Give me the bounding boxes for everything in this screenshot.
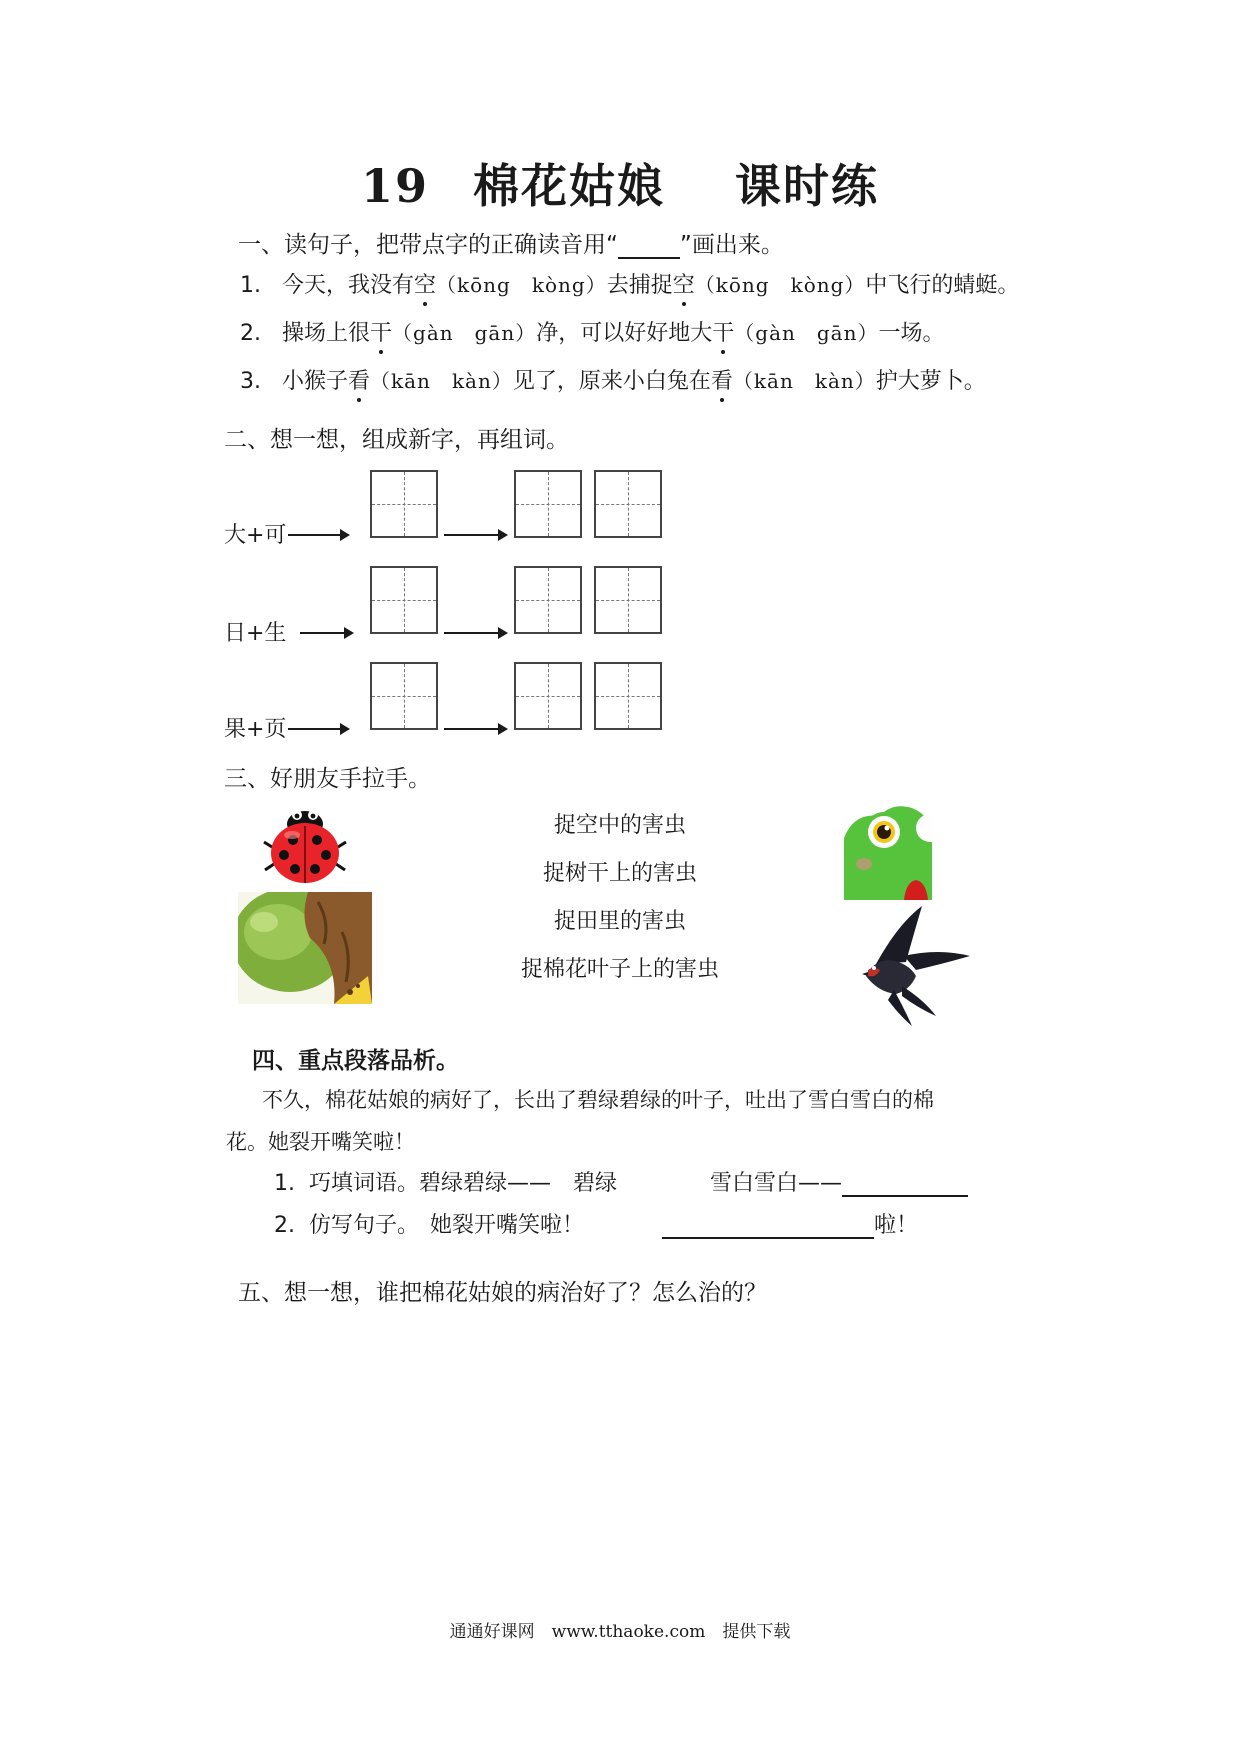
arrow-right-icon <box>444 632 506 634</box>
passage-line-2: 花。她裂开嘴笑啦！ <box>226 1130 415 1154</box>
dotted-char: 看 <box>711 364 733 395</box>
swallow-icon[interactable] <box>858 904 970 1026</box>
arrow-right-icon <box>300 632 352 634</box>
combo-label-1: 大+可 <box>224 523 287 548</box>
passage-line-1: 不久，棉花姑娘的病好了，长出了碧绿碧绿的叶子，吐出了雪白雪白的棉 <box>262 1088 934 1112</box>
question1-item-3: 3. 小猴子看（kān kàn）见了，原来小白兔在看（kān kàn）护大萝卜。 <box>240 364 986 395</box>
arrow-right-icon <box>288 534 348 536</box>
tree-icon[interactable] <box>238 892 372 1004</box>
question1-item-1: 1. 今天，我没有空（kōng kòng）去捕捉空（kōng kòng）中飞行的蜻蜓。 <box>240 268 1019 299</box>
pinyin-choice[interactable]: （gàn gān） <box>734 321 879 345</box>
tian-grid-new-char-3[interactable] <box>370 662 438 730</box>
underline-sample <box>618 235 680 259</box>
dotted-char: 空 <box>414 268 436 299</box>
tian-grid-new-char-2[interactable] <box>370 566 438 634</box>
match-phrase-1[interactable]: 捉空中的害虫 <box>553 813 686 838</box>
combo-label-3: 果+页 <box>224 717 287 742</box>
tian-grid-word-3a[interactable] <box>514 662 582 730</box>
tian-grid-word-2a[interactable] <box>514 566 582 634</box>
arrow-right-icon <box>288 728 348 730</box>
question1-item-2: 2. 操场上很干（gàn gān）净，可以好好地大干（gàn gān）一场。 <box>240 316 945 347</box>
question4-item-2: 2. 仿写句子。 她裂开嘴笑啦！ <box>274 1213 585 1238</box>
section5-heading: 五、想一想，谁把棉花姑娘的病治好了？怎么治的？ <box>238 1280 767 1306</box>
lesson-number: 19 <box>360 159 429 213</box>
dotted-char: 干 <box>370 316 392 347</box>
dotted-char: 空 <box>673 268 695 299</box>
lesson-title: 棉花姑娘 <box>473 159 665 213</box>
dotted-char: 干 <box>712 316 734 347</box>
pinyin-choice[interactable]: （kōng kòng） <box>436 273 607 297</box>
section2-heading: 二、想一想，组成新字，再组词。 <box>224 427 569 453</box>
page-title <box>0 150 1240 216</box>
tian-grid-word-3b[interactable] <box>594 662 662 730</box>
answer-blank[interactable] <box>662 1213 874 1239</box>
pinyin-choice[interactable]: （kān kàn） <box>370 369 513 393</box>
arrow-right-icon <box>444 534 506 536</box>
dotted-char: 看 <box>348 364 370 395</box>
tian-grid-word-1a[interactable] <box>514 470 582 538</box>
pinyin-choice[interactable]: （kān kàn） <box>732 369 876 393</box>
frog-icon[interactable] <box>844 798 932 900</box>
arrow-right-icon <box>444 728 506 730</box>
question4-item-1: 1. 巧填词语。碧绿碧绿—— 碧绿 <box>274 1171 618 1196</box>
tian-grid-new-char-1[interactable] <box>370 470 438 538</box>
combo-label-2: 日+生 <box>224 621 287 646</box>
section4-heading: 四、重点段落品析。 <box>252 1048 459 1074</box>
answer-blank[interactable] <box>842 1171 968 1197</box>
match-phrase-4[interactable]: 捉棉花叶子上的害虫 <box>520 957 719 982</box>
match-phrase-3[interactable]: 捉田里的害虫 <box>553 909 686 934</box>
tian-grid-word-1b[interactable] <box>594 470 662 538</box>
match-phrase-2[interactable]: 捉树干上的害虫 <box>542 861 697 886</box>
section3-heading: 三、好朋友手拉手。 <box>224 766 431 792</box>
footer-credit: 通通好课网 www.tthaoke.com 提供下载 <box>449 1622 791 1642</box>
question4-item-2-answer: 啦！ <box>662 1208 918 1239</box>
answer-area[interactable] <box>238 1316 998 1576</box>
pinyin-choice[interactable]: （gàn gān） <box>392 321 537 345</box>
lesson-subtitle: 课时练 <box>735 159 879 213</box>
pinyin-choice[interactable]: （kōng kòng） <box>694 273 866 297</box>
tian-grid-word-2b[interactable] <box>594 566 662 634</box>
ladybug-icon[interactable] <box>262 802 348 886</box>
question4-item-1-part2: 雪白雪白—— <box>710 1166 968 1197</box>
section1-heading: 一、读句子，把带点字的正确读音用“ ”画出来。 <box>238 232 784 258</box>
